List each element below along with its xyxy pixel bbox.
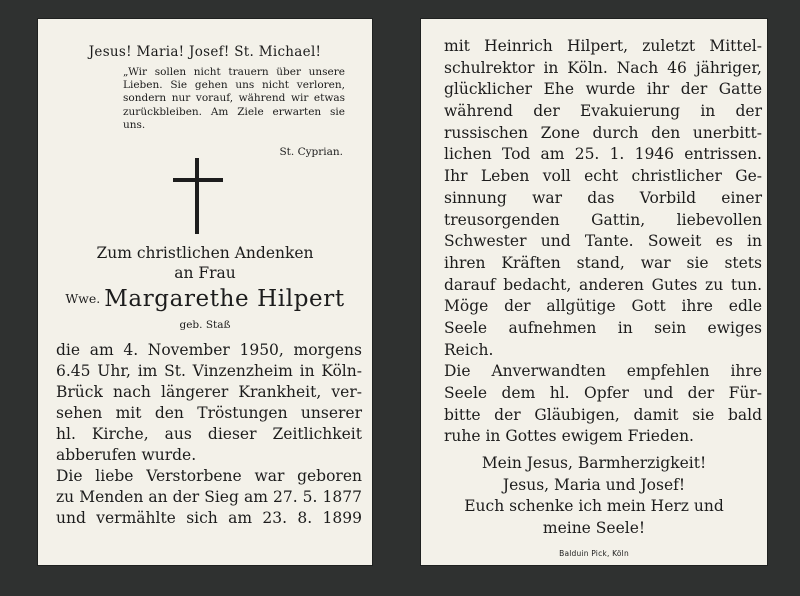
text-line: hl. Kirche, aus dieser Zeitlichkeit (56, 425, 362, 443)
memorial-heading: Zum christlichen Andenken (96, 244, 314, 262)
text-line: Schwester und Tante. Soweit es in (444, 232, 762, 251)
text-line: Die liebe Verstorbene war geboren (56, 467, 362, 485)
quote-author: St. Cyprian. (279, 146, 343, 158)
text-line: ihren Kräften stand, war sie stets (444, 253, 762, 272)
closing-prayer (420, 453, 768, 539)
text-line: Brück nach längerer Krankheit, ver- (56, 383, 362, 401)
text-line: mit Heinrich Hilpert, zuletzt Mittel- (444, 37, 762, 55)
text-line: Möge der allgütige Gott ihre edle (444, 297, 762, 316)
text-line: Seele dem hl. Opfer und der Für- (444, 384, 762, 402)
prayer-line: Jesus, Maria und Josef! (502, 475, 686, 494)
text-line: Ihr Leben voll echt christlicher Ge- (444, 167, 762, 186)
text-line: ruhe in Gottes ewigem Frieden. (444, 427, 694, 446)
text-line: während der Evakuierung in der (444, 102, 762, 121)
text-line: schulrektor in Köln. Nach 46 jähriger, (444, 58, 762, 77)
prayer-line: meine Seele! (542, 518, 646, 537)
text-line: abberufen wurde. (56, 446, 197, 464)
text-line: und vermählte sich am 23. 8. 1899 (56, 509, 362, 527)
memorial-card-right-page (420, 18, 768, 566)
text-line: darauf bedacht, anderen Gutes zu tun. (444, 275, 762, 294)
text-line: russischen Zone durch den unerbitt- (444, 123, 762, 142)
deceased-name: Margarethe Hilpert (104, 286, 345, 312)
text-line: lichen Tod am 25. 1. 1946 entrissen. (444, 145, 762, 164)
text-line: treusorgenden Gattin, liebevollen (444, 210, 762, 229)
memorial-subheading: an Frau (174, 264, 236, 282)
left-body-text (56, 340, 362, 529)
text-line: sinnung war das Vorbild einer (444, 188, 762, 207)
text-line: die am 4. November 1950, morgens (56, 341, 362, 359)
cross-icon (173, 158, 223, 234)
text-line: Reich. (444, 340, 494, 359)
text-line: glücklicher Ehe wurde ihr der Gatte (444, 80, 762, 99)
prayer-line: Euch schenke ich mein Herz und (464, 497, 724, 515)
printer-imprint: Balduin Pick, Köln (559, 549, 629, 558)
birth-name: geb. Staß (179, 319, 231, 331)
text-line: sehen mit den Tröstungen unserer (56, 404, 362, 422)
quote-text: „Wir sollen nicht trauern über unsere Lieben. Sie gehen uns nicht verloren, sondern nur vorauf, während wir etwas zurückbleiben. Am Ziele erwarten sie uns. (123, 66, 345, 131)
memorial-card-left-page (37, 18, 373, 566)
text-line: Die Anverwandten empfehlen ihre (444, 362, 762, 381)
text-line: bitte der Gläubigen, damit sie bald (444, 405, 762, 424)
deceased-name-line (37, 286, 373, 312)
invocation-heading: Jesus! Maria! Josef! St. Michael! (88, 44, 322, 60)
right-body-text (444, 36, 762, 448)
text-line: Seele aufnehmen in sein ewiges (444, 318, 762, 337)
text-line: zu Menden an der Sieg am 27. 5. 1877 (56, 488, 362, 506)
name-prefix: Wwe. (65, 291, 101, 306)
prayer-line: Mein Jesus, Barmherzigkeit! (481, 454, 707, 472)
text-line: 6.45 Uhr, im St. Vinzenzheim in Köln- (56, 362, 362, 380)
